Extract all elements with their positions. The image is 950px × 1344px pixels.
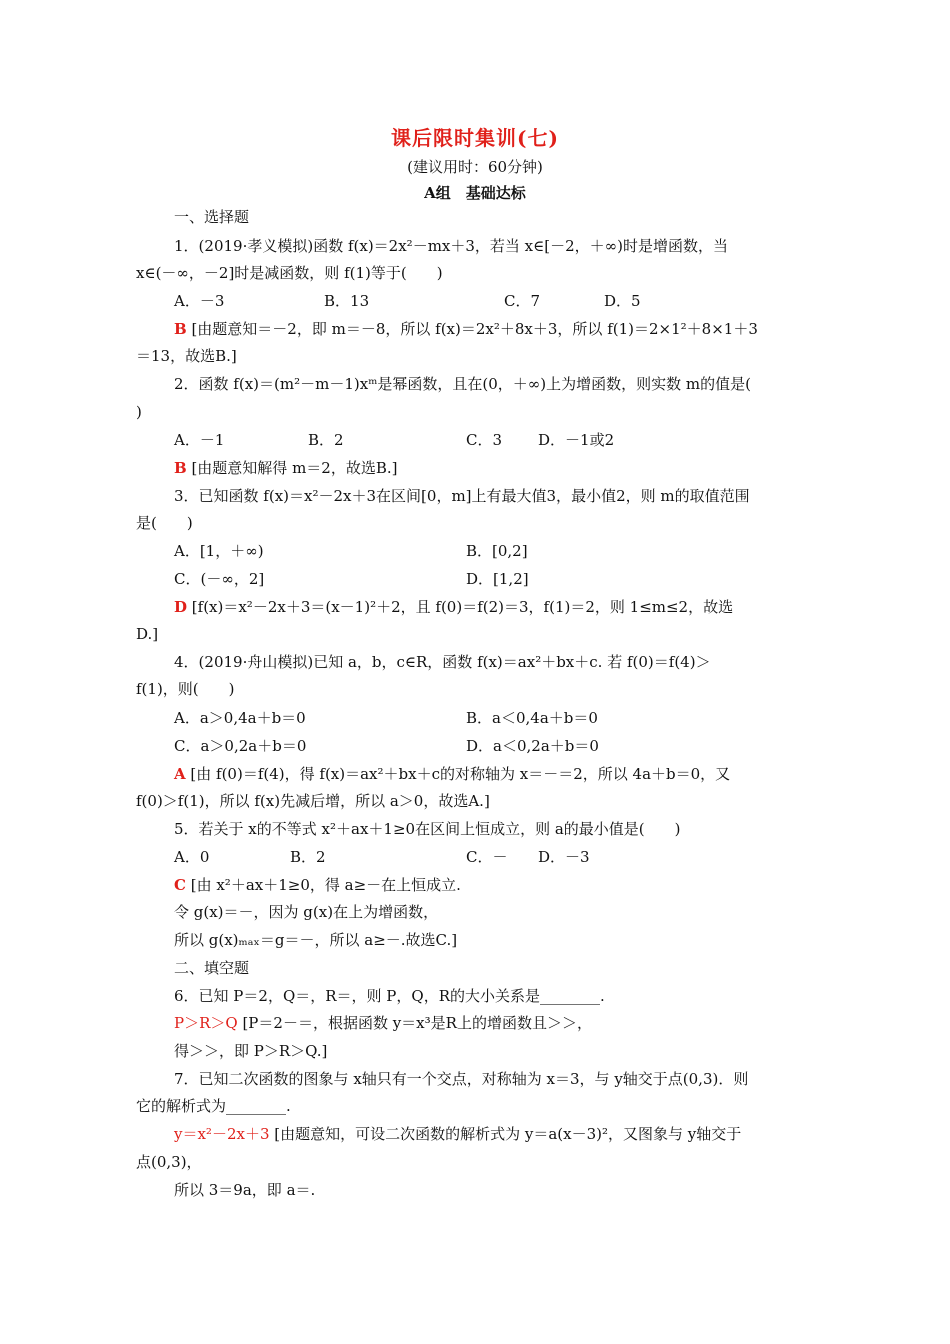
q4-option-a: A．a＞0,4a＋b＝0 [174, 709, 306, 727]
q3-answer: D [174, 598, 188, 616]
q1-option-d: D．5 [604, 292, 641, 310]
q6-line-1: 6．已知 P＝2，Q＝，R＝，则 P，Q，R的大小关系是________. [174, 987, 605, 1005]
q2-line-2: ) [136, 403, 142, 421]
q3-option-d: D．[1,2] [466, 570, 529, 588]
q6-answer: P＞R＞Q [174, 1014, 238, 1032]
q2-answer: B [174, 459, 187, 477]
q7-explanation-text: [由题意知，可设二次函数的解析式为 y＝a(x－3)²，又图象与 y轴交于 [269, 1125, 742, 1143]
q3-line-1: 3．已知函数 f(x)＝x²－2x＋3在区间[0，m]上有最大值3，最小值2，则 m的取值范围 [174, 487, 750, 505]
q3-explanation-line-2: D.] [136, 625, 159, 643]
q4-explanation-text: [由 f(0)＝f(4)，得 f(x)＝ax²＋bx＋c的对称轴为 x＝－＝2，所以 4a＋b＝0，又 [185, 765, 731, 783]
section-heading-choice: 一、选择题 [174, 208, 250, 226]
q2-explanation-line-1 [174, 458, 854, 478]
q1-option-c: C．7 [504, 292, 541, 310]
q3-option-c: C．(－∞，2] [174, 570, 265, 588]
q1-explanation-line-1 [174, 319, 854, 339]
q3-line-2: 是( ) [136, 514, 193, 532]
q5-option-c: C．－ [466, 848, 508, 866]
q5-explanation-text: [由 x²＋ax＋1≥0，得 a≥－在上恒成立. [185, 876, 461, 894]
q2-line-1: 2．函数 f(x)＝(m²－m－1)xᵐ是幂函数，且在(0，＋∞)上为增函数，则实数 m的值是( [174, 375, 751, 393]
q3-option-a: A．[1，＋∞) [174, 542, 264, 560]
q1-option-a: A．－3 [174, 292, 225, 310]
q5-explanation-line-2: 令 g(x)＝－，因为 g(x)在上为增函数， [174, 903, 439, 921]
q4-option-b: B．a＜0,4a＋b＝0 [466, 709, 598, 727]
q7-line-1: 7．已知二次函数的图象与 x轴只有一个交点，对称轴为 x＝3，与 y轴交于点(0,3)．则 [174, 1070, 749, 1088]
q6-explanation-line-2: 得＞＞，即 P＞R＞Q.] [174, 1042, 328, 1060]
q5-option-a: A．0 [174, 848, 210, 866]
section-heading-fill-in: 二、填空题 [174, 959, 250, 977]
q4-option-d: D．a＜0,2a＋b＝0 [466, 737, 599, 755]
q3-explanation-text: [f(x)＝x²－2x＋3＝(x－1)²＋2，且 f(0)＝f(2)＝3，f(1)＝2，则 1≤m≤2，故选 [187, 598, 734, 616]
q2-option-b: B．2 [308, 431, 344, 449]
q5-answer: C [174, 876, 186, 894]
q2-option-d: D．－1或2 [538, 431, 615, 449]
q3-explanation-line-1 [174, 597, 854, 617]
q3-option-b: B．[0,2] [466, 542, 528, 560]
page-title: 课后限时集训(七) [391, 126, 559, 150]
q1-explanation-text: [由题意知＝－2，即 m＝－8，所以 f(x)＝2x²＋8x＋3，所以 f(1)＝2×1²＋8×1＋3 [186, 320, 758, 338]
q1-answer: B [174, 320, 187, 338]
q6-explanation-text: [P＝2－＝，根据函数 y＝x³是R上的增函数且＞＞， [237, 1014, 592, 1032]
q6-explanation-line-1 [174, 1013, 854, 1033]
q1-explanation-line-2: ＝13，故选B.] [136, 347, 237, 365]
q5-option-b: B．2 [290, 848, 326, 866]
q1-line-2: x∈(－∞，－2]时是减函数，则 f(1)等于( ) [136, 264, 443, 282]
q2-option-a: A．－1 [174, 431, 225, 449]
q5-line-1: 5．若关于 x的不等式 x²＋ax＋1≥0在区间上恒成立，则 a的最小值是( ) [174, 820, 681, 838]
q4-answer: A [174, 765, 186, 783]
q1-option-b: B．13 [324, 292, 370, 310]
q5-explanation-line-3: 所以 g(x)ₘₐₓ＝g＝－，所以 a≥－.故选C.] [174, 931, 458, 949]
q7-line-2: 它的解析式为________. [136, 1097, 291, 1115]
q4-line-1: 4．(2019·舟山模拟)已知 a，b，c∈R，函数 f(x)＝ax²＋bx＋c. 若 f(0)＝f(4)＞ [174, 653, 711, 671]
suggested-time: (建议用时：60分钟) [407, 158, 543, 176]
q5-option-d: D．－3 [538, 848, 590, 866]
q4-line-2: f(1)，则( ) [136, 680, 235, 698]
q7-explanation-line-1 [174, 1124, 854, 1144]
q2-explanation-text: [由题意知解得 m＝2，故选B.] [186, 459, 398, 477]
q4-option-c: C．a＞0,2a＋b＝0 [174, 737, 307, 755]
q4-explanation-line-2: f(0)＞f(1)，所以 f(x)先减后增，所以 a＞0，故选A.] [136, 792, 490, 810]
q1-line-1: 1．(2019·孝义模拟)函数 f(x)＝2x²－mx＋3，若当 x∈[－2，＋∞)时是增函数，当 [174, 237, 728, 255]
group-heading: A组 基础达标 [424, 184, 526, 202]
q7-explanation-line-2: 点(0,3)， [136, 1153, 202, 1171]
q2-option-c: C．3 [466, 431, 503, 449]
q4-explanation-line-1 [174, 764, 854, 784]
q7-explanation-line-3: 所以 3＝9a，即 a＝. [174, 1181, 316, 1199]
q5-explanation-line-1 [174, 875, 854, 895]
q7-answer: y＝x²－2x＋3 [174, 1125, 270, 1143]
